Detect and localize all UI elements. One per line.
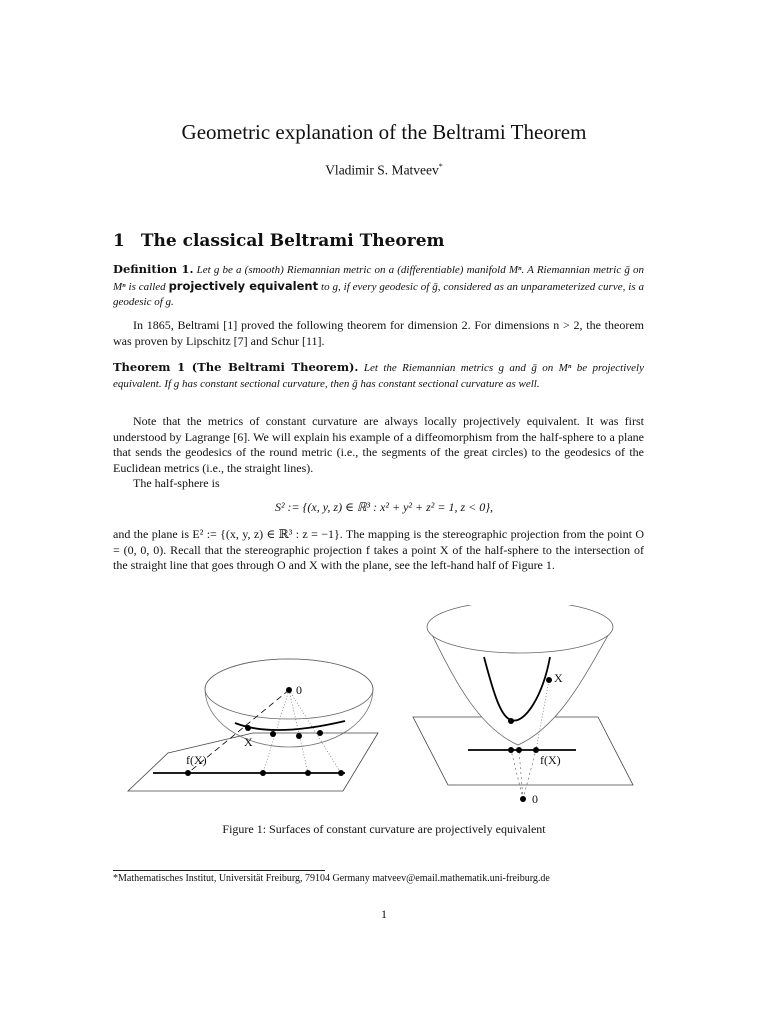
right-fx-label: f(X): [540, 753, 561, 767]
section-heading: [113, 231, 445, 251]
definition-label: Definition 1.: [113, 262, 194, 276]
image-point-3: [305, 770, 311, 776]
left-hemisphere-diagram: [128, 659, 378, 791]
paragraph-half-sphere: The half-sphere is: [133, 476, 220, 490]
figure-1: [113, 605, 644, 820]
left-origin-label: 0: [296, 683, 302, 697]
section-number: 1: [113, 231, 125, 251]
theorem-text: Let the Riemannian metrics g and ḡ on Mⁿ be projectively equivalent. If g has constant sectional curvature, then ḡ has constant sectional curvature as well.: [113, 362, 644, 390]
right-bottom-point: [508, 718, 514, 724]
right-image-point-1: [508, 747, 514, 753]
right-ray-2: [519, 750, 523, 799]
origin-point: [286, 687, 292, 693]
half-sphere-equation: S² := {(x, y, z) ∈ ℝ³ : x² + y² + z² = 1, z < 0},: [274, 500, 494, 514]
footnote: *Mathematisches Institut, Universität Freiburg, 79104 Germany matveev@email.mathematik.uni-freiburg.de: [113, 873, 550, 884]
right-image-fx: [533, 747, 539, 753]
right-origin-label: 0: [532, 792, 538, 806]
paragraph-lagrange: Note that the metrics of constant curvature are always locally projectively equivalent. It was first understood by Lagrange [6]. We will explain his example of a diffeomorphism from the half-sphere to a plane that sends the geodesics of the round metric (i.e., the segments of the great circles) to the geodesics of the Euclidean metrics (i.e., the straight lines).: [113, 414, 644, 475]
definition-block: [113, 262, 644, 311]
arc-point-2: [270, 731, 276, 737]
image-point-fx: [185, 770, 191, 776]
right-surface-diagram: [413, 605, 633, 806]
author-footnote-mark: *: [438, 162, 443, 171]
right-image-point-2: [516, 747, 522, 753]
paragraph-beltrami-history: In 1865, Beltrami [1] proved the following theorem for dimension 2. For dimensions n > 2, the theorem was proven by Lipschitz [7] and Schur [11].: [113, 318, 644, 348]
right-ray-1: [511, 750, 523, 799]
image-point-2: [260, 770, 266, 776]
definition-term: projectively equivalent: [168, 278, 319, 293]
figure-caption: Figure 1: Surfaces of constant curvature are projectively equivalent: [222, 822, 546, 836]
arc-point-3: [296, 733, 302, 739]
author-name: Vladimir S. Matveev: [325, 162, 439, 178]
section-title: The classical Beltrami Theorem: [140, 231, 445, 251]
left-x-label: X: [244, 735, 253, 749]
paragraph-projection: and the plane is E² := {(x, y, z) ∈ ℝ³ : z = −1}. The mapping is the stereographic projection from the point O = (0, 0, 0). Recall that the stereographic projection f takes a point X of the half-sphere to the intersection of the straight line that goes through O and X with the plane, see the left-hand half of Figure 1.: [113, 527, 644, 572]
figure-1-drawing: [113, 605, 644, 820]
paper-title: Geometric explanation of the Beltrami Theorem: [181, 120, 587, 144]
footnote-rule: [113, 870, 325, 871]
definition-text-1: Let g be a (smooth) Riemannian metric on a (differentiable) manifold Mⁿ. A Riemannian metric ḡ on Mⁿ is called: [113, 264, 645, 293]
image-point-4: [338, 770, 344, 776]
author-line: [0, 162, 768, 179]
theorem-block: [113, 360, 644, 392]
definition-text-2: to g, if every geodesic of ḡ, considered as an unparameterized curve, is a geodesic of g.: [113, 280, 645, 308]
left-fx-label: f(X): [186, 753, 207, 767]
bowl-rim: [427, 605, 613, 653]
arc-point-4: [317, 730, 323, 736]
page-number: 1: [381, 907, 387, 921]
right-x-label: X: [554, 671, 563, 685]
hemisphere-surface: [205, 659, 373, 747]
right-point-x: [546, 677, 552, 683]
theorem-label: Theorem 1 (The Beltrami Theorem).: [113, 360, 359, 374]
point-x: [245, 725, 251, 731]
right-origin-point: [520, 796, 526, 802]
